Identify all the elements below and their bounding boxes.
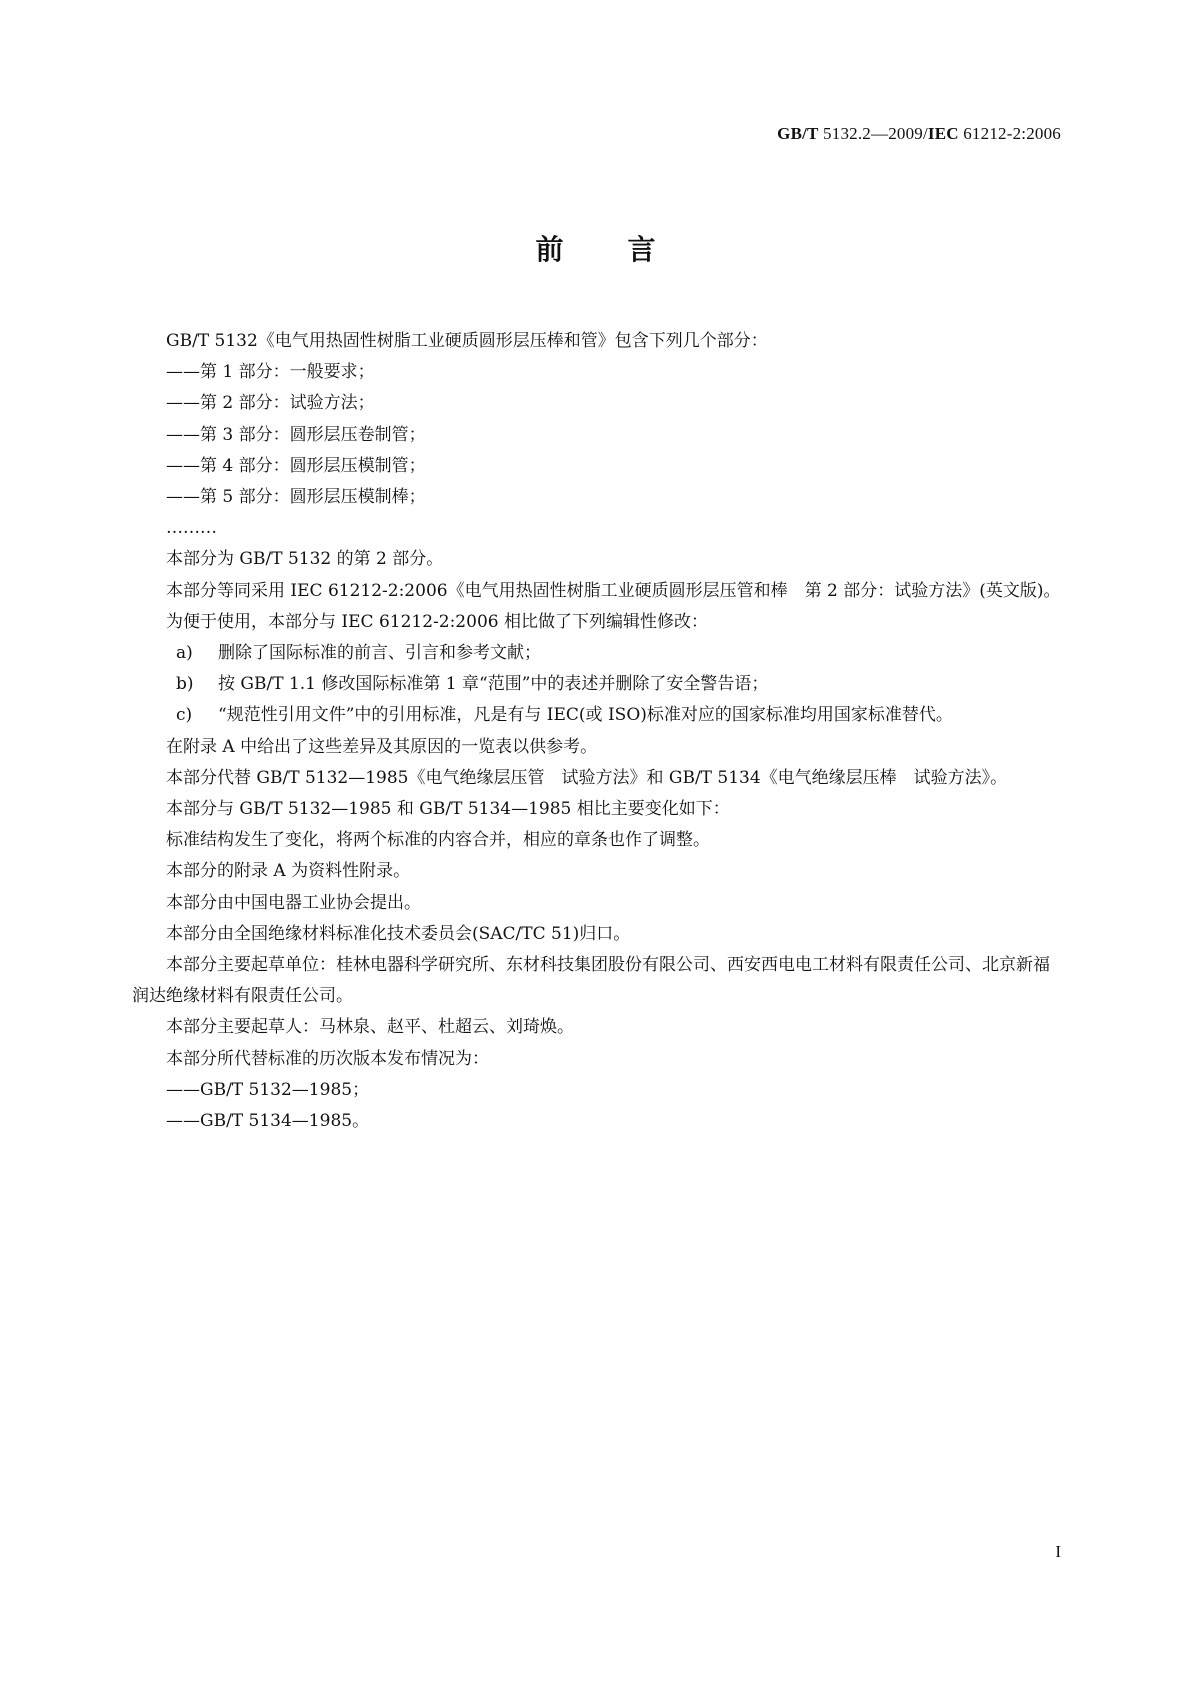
paragraph: 本部分等同采用 IEC 61212-2:2006《电气用热固性树脂工业硬质圆形层压管和棒 第 2 部分：试验方法》(英文版)。 [166, 580, 1061, 601]
list-item [132, 669, 1062, 700]
list-item-label: a) [176, 643, 193, 664]
paragraph: 本部分的附录 A 为资料性附录。 [166, 861, 411, 882]
paragraph: 本部分所代替标准的历次版本发布情况为： [166, 1048, 489, 1069]
header-number: 5132.2—2009/ [818, 124, 928, 143]
list-item [132, 638, 1062, 669]
paragraph: ——第 2 部分：试验方法； [166, 393, 375, 414]
paragraph: 本部分为 GB/T 5132 的第 2 部分。 [166, 549, 444, 570]
paragraph: ——第 4 部分：圆形层压模制管； [166, 455, 426, 476]
paragraph: ——第 3 部分：圆形层压卷制管； [166, 424, 426, 445]
foreword-body [132, 326, 1062, 1137]
paragraph: 为便于使用，本部分与 IEC 61212-2:2006 相比做了下列编辑性修改： [166, 611, 708, 632]
paragraph: ——第 1 部分：一般要求； [166, 362, 375, 383]
paragraph: 本部分由全国绝缘材料标准化技术委员会(SAC/TC 51)归口。 [166, 923, 631, 944]
paragraph: 本部分与 GB/T 5132—1985 和 GB/T 5134—1985 相比主要变化如下： [166, 799, 730, 820]
list-item-label: b) [176, 674, 194, 695]
list-item-text: 按 GB/T 1.1 修改国际标准第 1 章“范围”中的表述并删除了安全警告语； [218, 674, 769, 695]
header-iec-number: 61212-2:2006 [958, 124, 1061, 143]
paragraph: 在附录 A 中给出了这些差异及其原因的一览表以供参考。 [166, 736, 598, 757]
paragraph: 本部分主要起草人：马林泉、赵平、杜超云、刘琦焕。 [166, 1017, 574, 1038]
list-item-text: 删除了国际标准的前言、引言和参考文献； [218, 643, 541, 664]
paragraph: 本部分代替 GB/T 5132—1985《电气绝缘层压管 试验方法》和 GB/T 5134《电气绝缘层压棒 试验方法》。 [166, 767, 1008, 788]
paragraph: 本部分主要起草单位：桂林电器科学研究所、东材科技集团股份有限公司、西安西电电工材料有限责任公司、北京新福润达绝缘材料有限责任公司。 [132, 955, 1050, 1007]
paragraph: ——第 5 部分：圆形层压模制棒； [166, 487, 426, 508]
paragraph: ……… [166, 518, 217, 539]
page-title: 前言 [535, 233, 720, 266]
list-item [132, 700, 1062, 731]
page-number: I [1055, 1542, 1061, 1561]
header-gbt: GB/T [777, 124, 819, 143]
standard-number-header [777, 124, 1061, 144]
header-iec: IEC [927, 124, 959, 143]
paragraph: ——GB/T 5134—1985。 [166, 1111, 370, 1132]
list-item-text: “规范性引用文件”中的引用标准，凡是有与 IEC(或 ISO)标准对应的国家标准均用国家标准替代。 [218, 705, 953, 726]
paragraph: 本部分由中国电器工业协会提出。 [166, 892, 421, 913]
paragraph: 标准结构发生了变化，将两个标准的内容合并，相应的章条也作了调整。 [166, 830, 710, 851]
paragraph: ——GB/T 5132—1985； [166, 1079, 370, 1100]
paragraph: GB/T 5132《电气用热固性树脂工业硬质圆形层压棒和管》包含下列几个部分： [166, 331, 768, 351]
list-item-label: c) [176, 705, 193, 726]
